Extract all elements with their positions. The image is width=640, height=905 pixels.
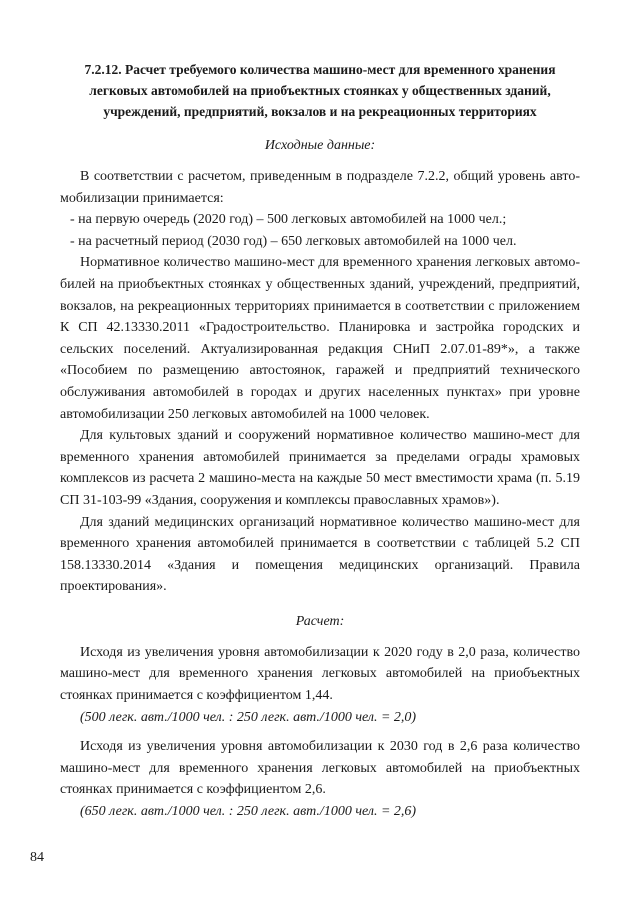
body-paragraph: Для культовых зданий и сооружений нормативное количество машино-мест для временного хранения автомобилей принимается за пределами ограды храмовых комплексов из расчета 2 машино-места на каждые 50 мест вместимости храма (п. 5.19 СП 31-103-99 «Здания, сооружения и комплексы православных храмов»). (60, 428, 580, 508)
section-heading: 7.2.12. Расчет требуемого количества машино-мест для временного хранения легковых автомобилей на приобъектных стоянках у общественных зданий, учреждений, предприятий, вокзалов и на рекреационных территориях (84, 62, 556, 119)
page-content (60, 59, 580, 823)
list-item: - на первую очередь (2020 год) – 500 легковых автомобилей на 1000 чел.; (70, 212, 507, 228)
initial-data-subheading: Исходные данные: (264, 138, 376, 153)
page-number: 84 (30, 850, 44, 865)
calculation-subheading: Расчет: (295, 613, 345, 629)
body-paragraph: Нормативное количество машино-мест для временного хранения легковых автомобилей на приобъектных стоянках у общественных зданий, учреждений, предприятий, вокзалов, на рекреационных территориях принимается в соответствии с приложением К СП 42.13330.2011 «Градостроительство. Планировка и застройка городских и сельских поселений. Актуализированная редакция СНиП 2.07.01-89*», а также «Пособием по размещению автостоянок, гаражей и предприятий технического обслуживания автомобилей в городах и других населенных пунктах» при уровне автомобилизации 250 легковых автомобилей на 1000 человек. (60, 255, 580, 422)
calculation-paragraph: Исходя из увеличения уровня автомобилизации к 2020 году в 2,0 раза, количество машино-мест для временного хранения легковых автомобилей на приобъектных стоянках принимается с коэффициентом 1,44. (60, 644, 580, 704)
calculation-paragraph: Исходя из увеличения уровня автомобилизации к 2030 год в 2,6 раза количество машино-мест для временного хранения легковых автомобилей на приобъектных стоянках принимается с коэффициентом 2,6. (60, 739, 580, 798)
intro-paragraph: В соответствии с расчетом, приведенным в подразделе 7.2.2, общий уровень автомобилизации принимается: (60, 169, 580, 206)
formula: (500 легк. авт./1000 чел. : 250 легк. авт./1000 чел. = 2,0) (80, 709, 417, 725)
body-paragraph: Для зданий медицинских организаций нормативное количество машино-мест для временного хранения автомобилей принимается в соответствии с таблицей 5.2 СП 158.13330.2014 «Здания и помещения медицинских организаций. Правила проектирования». (60, 514, 580, 595)
list-item: - на расчетный период (2030 год) – 650 легковых автомобилей на 1000 чел. (70, 233, 517, 249)
formula: (650 легк. авт./1000 чел. : 250 легк. авт./1000 чел. = 2,6) (80, 804, 417, 820)
